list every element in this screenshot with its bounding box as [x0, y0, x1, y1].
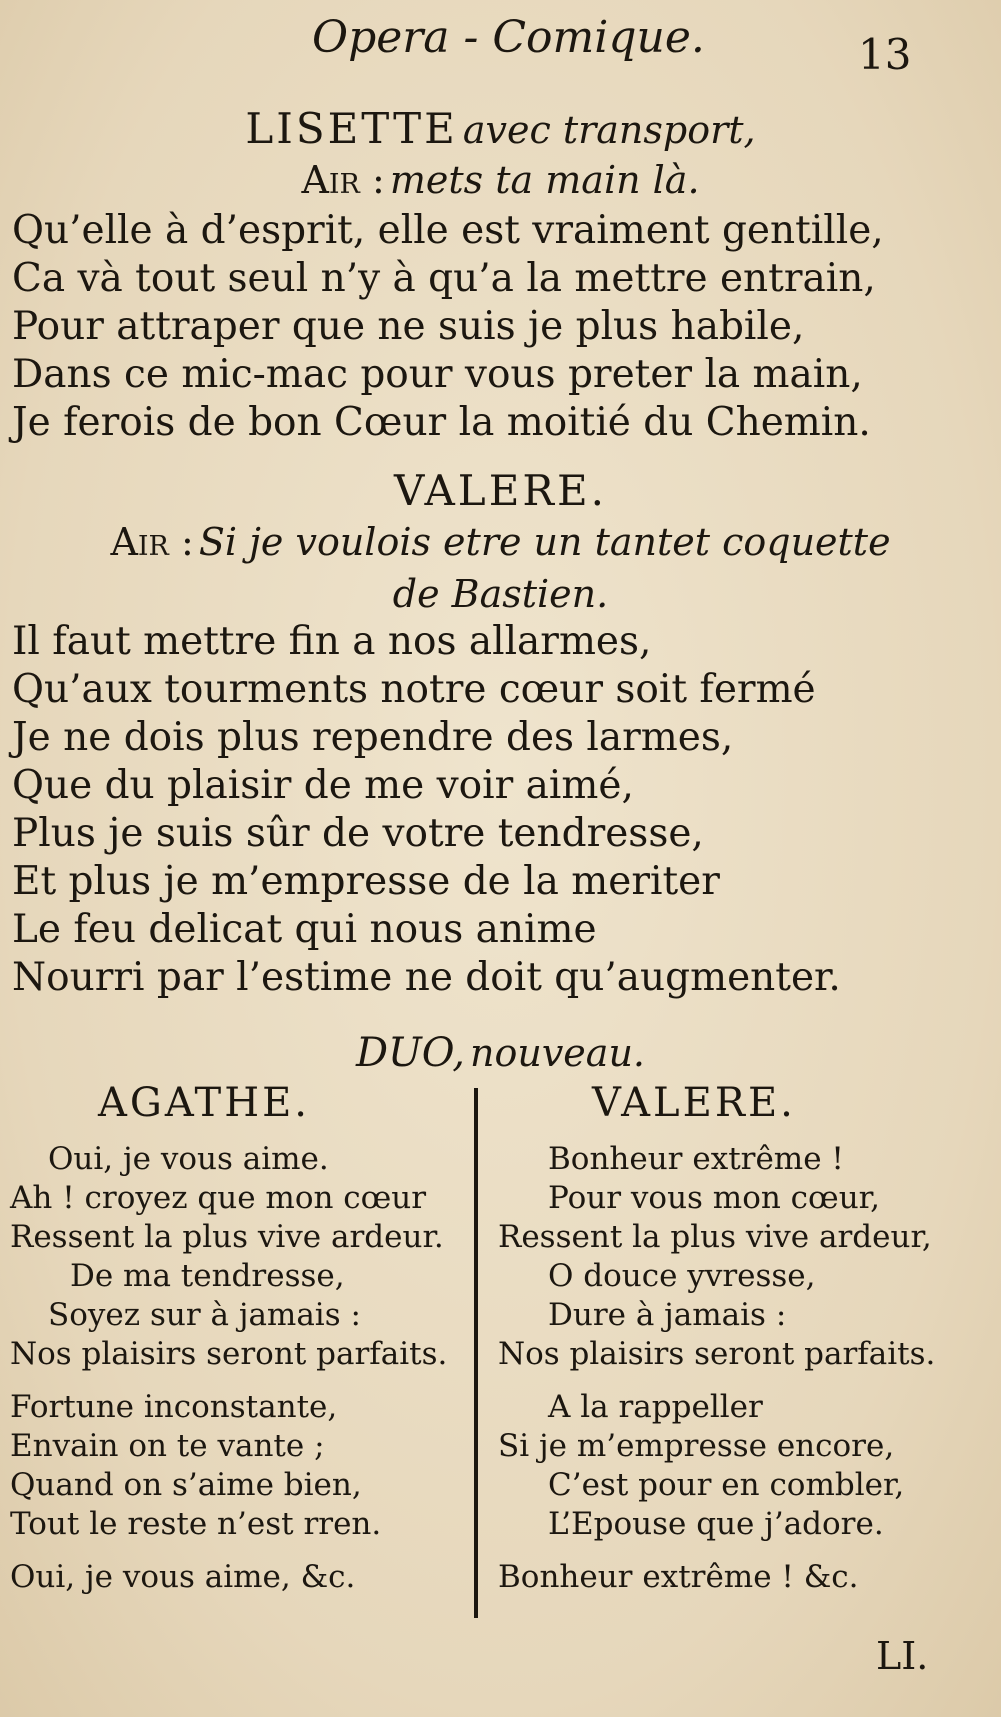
speaker-name: LISETTE: [245, 104, 458, 153]
lyric-line: Ressent la plus vive ardeur,: [498, 1219, 932, 1255]
signature-mark: LI.: [876, 1634, 929, 1678]
lyric-line: Pour vous mon cœur,: [548, 1180, 880, 1216]
lyric-line: A la rappeller: [548, 1389, 763, 1425]
verse-line: Dans ce mic-mac pour vous preter la main,: [12, 352, 863, 397]
lyric-line: L’Epouse que j’adore.: [548, 1506, 884, 1542]
lyric-line: O douce yvresse,: [548, 1258, 816, 1294]
verse-line: Je ferois de bon Cœur la moitié du Chemin.: [12, 400, 871, 445]
verse-line: Et plus je m’empresse de la meriter: [12, 859, 720, 904]
lyric-line: Envain on te vante ;: [10, 1428, 325, 1464]
valere-verse: [12, 618, 841, 1002]
verse-line: Je ne dois plus rependre des larmes,: [12, 715, 734, 760]
verse-line: Que du plaisir de me voir aimé,: [12, 763, 634, 808]
verse-line: Le feu delicat qui nous anime: [12, 907, 597, 952]
lyric-line: Bonheur extrême !: [548, 1141, 844, 1177]
verse-line: Qu’elle à d’esprit, elle est vraiment gentille,: [12, 208, 884, 253]
verse-line: Nourri par l’estime ne doit qu’augmenter.: [12, 955, 841, 1000]
column-divider: [474, 1088, 478, 1618]
running-title: Opera - Comique.: [312, 12, 705, 63]
valere-air-continued: [0, 572, 1001, 616]
duo-title: DUO,: [355, 1030, 465, 1076]
page-number: 13: [858, 30, 912, 79]
verse-line: Qu’aux tourments notre cœur soit fermé: [12, 667, 816, 712]
lyric-line: Soyez sur à jamais :: [48, 1297, 361, 1333]
verse-line: Plus je suis sûr de votre tendresse,: [12, 811, 704, 856]
air-label: Air :: [301, 158, 385, 202]
lyric-line: Oui, je vous aime.: [48, 1141, 329, 1177]
duo-left-column: [10, 1080, 458, 1597]
duo-heading: [0, 1030, 1001, 1076]
air-title: mets ta main là.: [389, 158, 700, 202]
lisette-verse: [12, 207, 884, 447]
valere-heading: [0, 466, 1001, 515]
refrain-line: Bonheur extrême ! &c.: [498, 1559, 859, 1595]
duo-right-column: [498, 1080, 948, 1597]
lisette-air: [0, 158, 1001, 202]
lyric-line: De ma tendresse,: [70, 1258, 345, 1294]
lyric-line: Tout le reste n’est rren.: [10, 1506, 382, 1542]
verse-line: Pour attraper que ne suis je plus habile,: [12, 304, 805, 349]
stage-direction: avec transport,: [462, 108, 756, 152]
valere-duo-speaker: VALERE.: [592, 1080, 796, 1126]
speaker-name: VALERE.: [394, 466, 607, 515]
valere-air: [0, 520, 1001, 564]
duo-subtitle: nouveau.: [470, 1031, 646, 1075]
lyric-line: Nos plaisirs seront parfaits.: [498, 1336, 936, 1372]
lyric-line: C’est pour en combler,: [548, 1467, 905, 1503]
lyric-line: Si je m’empresse encore,: [498, 1428, 895, 1464]
lyric-line: Quand on s’aime bien,: [10, 1467, 362, 1503]
lyric-line: Ressent la plus vive ardeur.: [10, 1219, 444, 1255]
verse-line: Il faut mettre fin a nos allarmes,: [12, 619, 652, 664]
lyric-line: Nos plaisirs seront parfaits.: [10, 1336, 448, 1372]
lyric-line: Fortune inconstante,: [10, 1389, 338, 1425]
air-title: Si je voulois etre un tantet coquette: [198, 520, 891, 564]
air-title-continued: de Bastien.: [392, 572, 609, 616]
agathe-speaker: AGATHE.: [98, 1080, 311, 1126]
lyric-line: Ah ! croyez que mon cœur: [10, 1180, 427, 1216]
verse-line: Ca và tout seul n’y à qu’a la mettre entrain,: [12, 256, 876, 301]
lisette-heading: [0, 104, 1001, 153]
refrain-line: Oui, je vous aime, &c.: [10, 1559, 356, 1595]
lyric-line: Dure à jamais :: [548, 1297, 787, 1333]
air-label: Air :: [110, 520, 194, 564]
